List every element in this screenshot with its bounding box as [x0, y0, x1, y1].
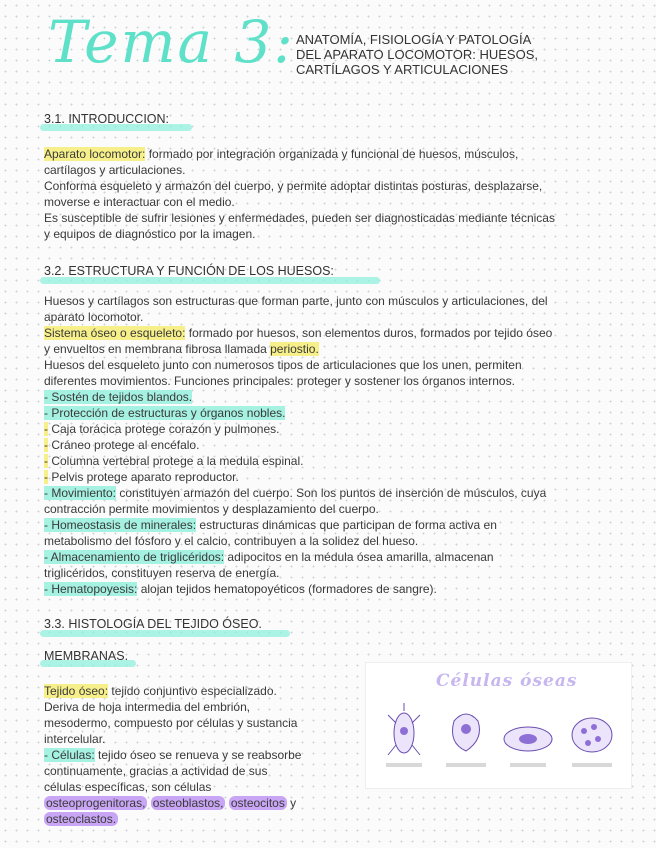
cells-illustration [366, 663, 631, 788]
text-line: metabolismo del fósforo y el calcio, contribuyen a la solidez del hueso. [44, 534, 419, 548]
cell-2-icon [453, 714, 480, 751]
cell-type-osteocitos: osteocitos [230, 796, 285, 810]
term-tejido-oseo: Tejido óseo: [44, 684, 109, 698]
text: constituyen armazón del cuerpo. Son los puntos de inserción de músculos, cuya [116, 486, 547, 500]
caption-placeholder [510, 763, 546, 767]
caption-placeholder [386, 763, 422, 767]
cell-4-icon [572, 718, 612, 752]
caption-placeholder [572, 763, 612, 767]
section-heading-introduccion: 3.1. INTRODUCCION: [44, 112, 170, 126]
dash-mark: - [44, 454, 48, 468]
text-line: Huesos del esqueleto junto con numerosos tipos de articulaciones que los unen, permiten [44, 358, 522, 372]
bone-cells-figure [365, 662, 632, 789]
text: y [286, 796, 297, 810]
subtitle-line: DEL APARATO LOCOMOTOR: HUESOS, [296, 47, 538, 62]
cell-type-osteoclastos: osteoclastos. [46, 812, 117, 826]
subheading-membranas: MEMBRANAS. [44, 649, 129, 663]
text-line: aparato locomotor. [44, 310, 144, 324]
dash-mark: - [44, 470, 48, 484]
text-line: moverse e interactuar con el medio. [44, 195, 235, 209]
text: Columna vertebral protege a la medula espinal. [48, 454, 304, 468]
text: alojan tejidos hematopoyéticos (formadores de sangre). [137, 582, 437, 596]
term-homeostasis: - Homeostasis de minerales: [44, 518, 197, 532]
term-almacenamiento: - Almacenamiento de triglicéridos: [44, 550, 225, 564]
cell-3-icon [504, 727, 552, 751]
handwritten-title: Tema 3: [48, 8, 295, 76]
text-line: triglicéridos, constituyen reserva de energía. [44, 566, 280, 580]
estructura-paragraph [44, 293, 552, 597]
section-heading-histologia: 3.3. HISTOLOGÍA DEL TEJIDO ÓSEO. [44, 617, 262, 631]
subtitle-line: ANATOMÍA, FISIOLOGÍA Y PATOLOGÍA [296, 32, 532, 47]
term-hematopoyesis: - Hematopoyesis: [44, 582, 138, 596]
text: y envueltos en membrana fibrosa llamada [44, 342, 271, 356]
text: Cráneo protege al encéfalo. [48, 438, 200, 452]
text: tejido conjuntivo especializado. [108, 684, 277, 698]
text-line: mesodermo, compuesto por células y sustancia [44, 716, 298, 730]
text-line: intercelular. [44, 732, 106, 746]
histologia-paragraph [44, 683, 301, 827]
text-line: contracción permite movimientos y desplazamiento del cuerpo. [44, 502, 379, 516]
dash-mark: - [44, 438, 48, 452]
function-proteccion: - Protección de estructuras y órganos nobles. [44, 406, 286, 420]
text-line: Es susceptible de sufrir lesiones y enfermedades, pueden ser diagnosticadas mediante técnicas [44, 211, 555, 225]
text: adipocitos en la médula ósea amarilla, almacenan [224, 550, 494, 564]
text-line: Deriva de hoja intermedia del embrión, [44, 700, 251, 714]
term-sistema-oseo: Sistema óseo o esqueleto: [44, 326, 186, 340]
text-line: y equipos de diagnóstico por la imagen. [44, 227, 256, 241]
term-movimiento: - Movimiento: [44, 486, 117, 500]
text: estructuras dinámicas que participan de forma activa en [196, 518, 497, 532]
dash-mark: - [44, 422, 48, 436]
cell-type-osteoblastos: osteoblastos, [152, 796, 224, 810]
subtitle-line: CARTÍLAGOS Y ARTICULACIONES [296, 62, 509, 77]
topic-subtitle [296, 32, 596, 77]
text: formado por huesos, son elementos duros, formados por tejido óseo [185, 326, 553, 340]
text-line: continuamente, gracias a actividad de sus [44, 764, 268, 778]
text: tejido óseo se renueva y se reabsorbe [94, 748, 302, 762]
term-periostio: periostio. [270, 342, 319, 356]
text: Caja torácica protege corazón y pulmones. [48, 422, 280, 436]
text: Pelvis protege aparato reproductor. [48, 470, 239, 484]
text-line: cartílagos y articulaciones. [44, 163, 186, 177]
cell-1-icon [388, 703, 420, 755]
text-line: células específicas, son células [44, 780, 212, 794]
term-aparato-locomotor: Aparato locomotor: [44, 147, 146, 161]
cell-type-osteoprogenitoras: osteoprogenitoras, [46, 796, 146, 810]
caption-placeholder [446, 763, 486, 767]
section-heading-estructura: 3.2. ESTRUCTURA Y FUNCIÓN DE LOS HUESOS: [44, 264, 334, 278]
text: formado por integración organizada y funcional de huesos, músculos, [145, 147, 519, 161]
figure-title: Células óseas [436, 671, 578, 691]
intro-paragraph [44, 146, 555, 242]
text-line: diferentes movimientos. Funciones principales: proteger y sostener los órganos internos. [44, 374, 515, 388]
function-sosten: - Sostén de tejidos blandos. [44, 390, 193, 404]
text-line: Conforma esqueleto y armazón del cuerpo, y permite adoptar distintas posturas, desplazarse, [44, 179, 543, 193]
text-line: Huesos y cartílagos son estructuras que forman parte, junto con músculos y articulaciones, del [44, 294, 548, 308]
term-celulas: - Células: [44, 748, 95, 762]
